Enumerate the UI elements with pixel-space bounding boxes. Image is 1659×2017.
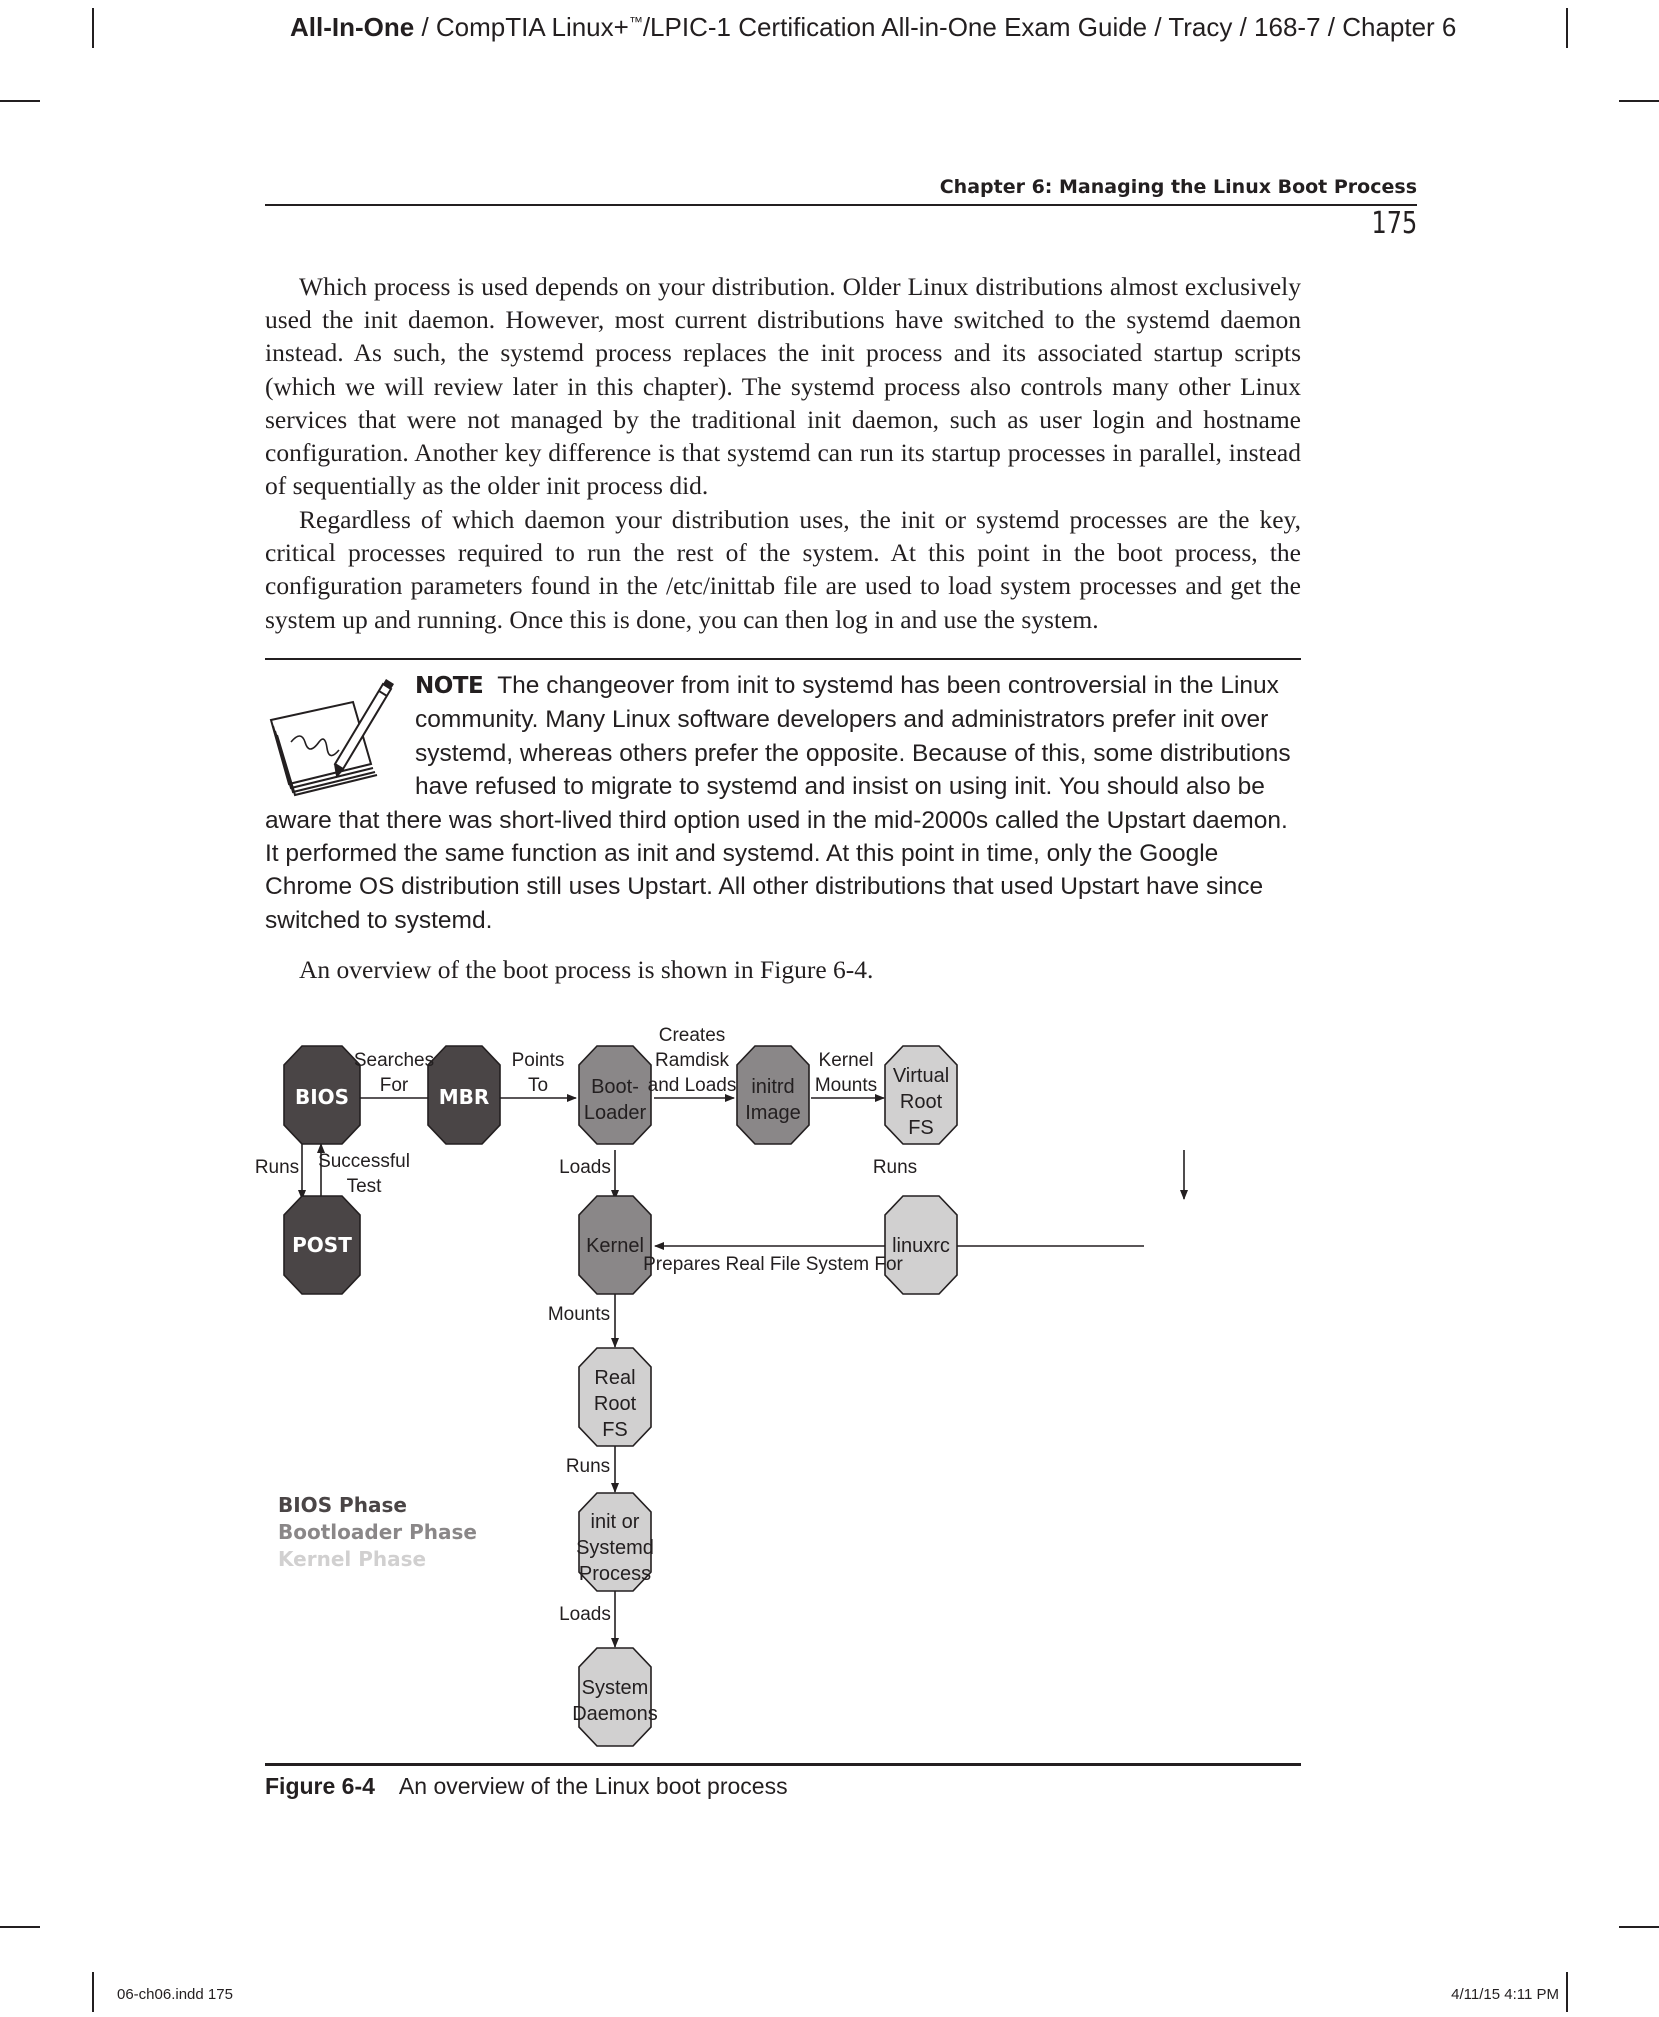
label-real-root: Real — [594, 1367, 636, 1389]
label-init: Process — [578, 1563, 652, 1585]
edge-label: Mounts — [547, 1304, 611, 1325]
book-details: /LPIC-1 Certification All-in-One Exam Guide / Tracy / 168-7 / Chapter 6 — [642, 12, 1457, 42]
edge-label: Test — [346, 1176, 382, 1197]
paragraph: An overview of the boot process is shown in Figure 6-4. — [299, 955, 874, 984]
edge-label: Runs — [872, 1157, 918, 1178]
label-system-daemons: Daemons — [572, 1703, 658, 1725]
edge-label: Kernel — [818, 1050, 874, 1071]
label-init: init or — [590, 1511, 640, 1533]
slug-date: 4/11/15 4:11 PM — [1451, 1986, 1559, 2003]
slug-file: 06-ch06.indd 175 — [117, 1986, 233, 2003]
label-real-root: Root — [593, 1393, 637, 1415]
edge-label: Runs — [565, 1456, 611, 1477]
edge-label: Loads — [559, 1604, 611, 1625]
edge-label: Mounts — [814, 1075, 878, 1096]
crop-mark — [0, 1926, 40, 1928]
figure-caption-text: An overview of the Linux boot process — [398, 1773, 788, 1799]
label-bios: BIOS — [294, 1085, 350, 1109]
label-real-root: FS — [602, 1419, 628, 1441]
note-rule — [265, 658, 1301, 660]
crop-mark — [92, 1972, 94, 2012]
edge-label: and Loads — [647, 1075, 737, 1096]
series-name: All-In-One — [290, 12, 415, 42]
label-linuxrc: linuxrc — [892, 1235, 950, 1257]
page-number: 175 — [1371, 206, 1417, 241]
label-init: Systemd — [576, 1537, 654, 1559]
label-post: POST — [292, 1233, 352, 1257]
running-head — [290, 12, 1490, 43]
chapter-title: Chapter 6: Managing the Linux Boot Process — [939, 176, 1417, 198]
crop-mark — [1619, 100, 1659, 102]
label-kernel: Kernel — [586, 1235, 644, 1257]
edge-label: Successful — [318, 1151, 410, 1172]
edge-label: Searches — [353, 1050, 435, 1071]
crop-mark — [1619, 1926, 1659, 1928]
diagram-edges — [302, 1098, 1184, 1647]
crop-mark — [0, 100, 40, 102]
legend-kernel-phase: Kernel Phase — [278, 1547, 427, 1571]
edge-label: Loads — [559, 1157, 611, 1178]
note-label: NOTE — [415, 673, 484, 699]
book-name: CompTIA Linux+ — [435, 12, 629, 42]
label-bootloader: Boot- — [591, 1076, 639, 1098]
edge-label: To — [527, 1075, 549, 1096]
separator: / — [414, 12, 436, 42]
paragraph: Which process is used depends on your distribution. Older Linux distributions almost exclusively used the init daemon. However, most current distributions have switched to the systemd daemon instead. As such, the systemd process replaces the init process and its associated startup scripts (which we will review later in this chapter). The systemd process also controls many other Linux services that were not managed by the traditional init daemon, such as user login and hostname configuration. Another key difference is that systemd can run its startup processes in parallel, instead of sequentially as the older init process did. — [265, 272, 1301, 501]
boot-process-diagram — [254, 1010, 1301, 1750]
edge-label: Points — [511, 1050, 565, 1071]
label-initrd: initrd — [751, 1076, 795, 1098]
label-virtual-root: Root — [899, 1091, 943, 1113]
edge-label: Ramdisk — [655, 1050, 729, 1071]
edge-label: Prepares Real File System For — [643, 1254, 903, 1275]
paragraph: Regardless of which daemon your distribution uses, the init or systemd processes are the key, critical processes required to run the rest of the system. At this point in the boot process, the configuration parameters found in the /etc/inittab file are used to load system processes and get the system up and running. Once this is done, you can then log in and use the system. — [265, 505, 1301, 634]
legend-bios-phase: BIOS Phase — [278, 1493, 407, 1517]
figure-rule — [265, 1763, 1301, 1766]
edge-label: Creates — [658, 1025, 726, 1046]
crop-mark — [1566, 1972, 1568, 2012]
header-rule — [265, 204, 1417, 206]
edge-label: For — [379, 1075, 409, 1096]
label-mbr: MBR — [438, 1085, 490, 1109]
note-text: The changeover from init to systemd has been controversial in the Linux community. Many Linux software developers and administrators prefer init over systemd, whereas others prefer the opposite. Because of this, some distributions have refused to migrate to systemd and insist on using init. You should also be aware that there was short-lived third option used in the mid-2000s called the Upstart daemon. It performed the same function as init and systemd. At this point in time, only the Google Chrome OS distribution still uses Upstart. All other distributions that used Upstart have since switched to systemd. — [265, 672, 1291, 934]
label-initrd: Image — [745, 1102, 801, 1124]
legend-bootloader-phase: Bootloader Phase — [278, 1520, 477, 1544]
label-system-daemons: System — [581, 1677, 649, 1699]
trademark: ™ — [628, 13, 643, 30]
label-bootloader: Loader — [583, 1102, 647, 1124]
label-virtual-root: FS — [908, 1117, 934, 1139]
note-box — [265, 669, 1301, 937]
crop-mark — [1566, 8, 1568, 48]
edge-label: Runs — [254, 1157, 300, 1178]
label-virtual-root: Virtual — [892, 1065, 950, 1087]
figure-caption — [265, 1773, 788, 1800]
figure-label: Figure 6-4 — [265, 1773, 375, 1799]
crop-mark — [92, 8, 94, 48]
